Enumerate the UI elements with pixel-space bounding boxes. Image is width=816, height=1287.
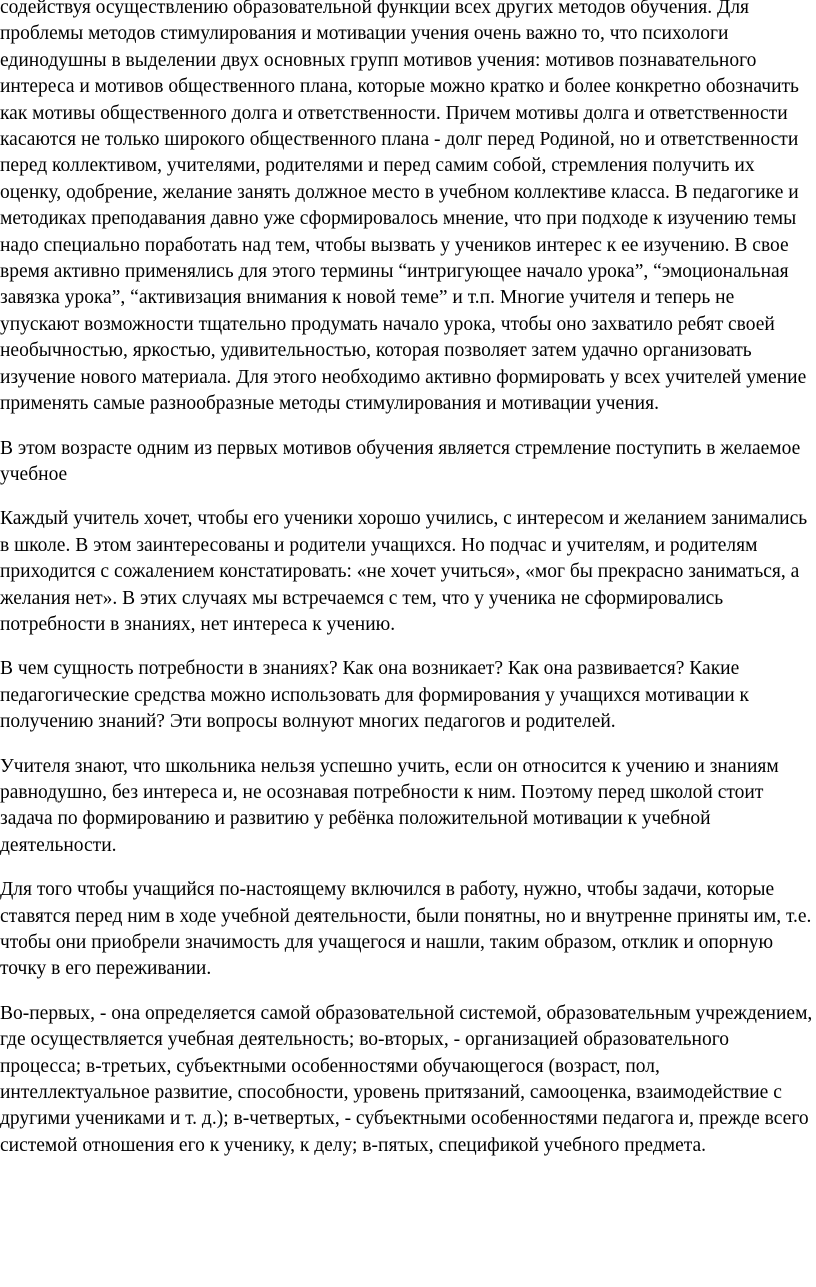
paragraph-1: содействуя осуществлению образовательной функции всех других методов обучения. Для проблемы методов стимулирования и мотивации учения очень важно то, что психологи единодушны в выделении двух основных групп мотивов учения: мотивов познавательного интереса и мотивов общественного плана, которые можно кратко и более конкретно обозначить как мотивы общественного долга и ответственности. Причем мотивы долга и ответственности касаются не только широкого общественного плана - долг перед Родиной, но и ответственности перед коллективом, учителями, родителями и перед самим собой, стремления получить их оценку, одобрение, желание занять должное место в учебном коллективе класса. В педагогике и методиках преподавания давно уже сформировалось мнение, что при подходе к изучению темы надо специально поработать над тем, чтобы вызвать у учеников интерес к ее изучению. В свое время активно применялись для этого термины “интригующее начало урока”, “эмоциональная завязка урока”, “активизация внимания к новой теме” и т.п. Многие учителя и теперь не упускают возможности тщательно продумать начало урока, чтобы оно захватило ребят своей необычностью, яркостью, удивительностью, которая позволяет затем удачно организовать изучение нового материала. Для этого необходимо активно формировать у всех учителей умение применять самые разнообразные методы стимулирования и мотивации учения. <box>0 0 807 415</box>
paragraph-7: Во-первых, - она определяется самой образовательной системой, образовательным учреждением, где осуществляется учебная деятельность; во-вторых, - организацией образовательного процесса; в-третьих, субъектными особенностями обучающегося (возраст, пол, интеллектуальное развитие, способности, уровень притязаний, самооценка, взаимодействие с другими учениками и т. д.); в-четвертых, - субъектными особенностями педагога и, прежде всего системой отношения его к ученику, к делу; в-пятых, спецификой учебного предмета. <box>0 1002 813 1156</box>
paragraph-2: В этом возрасте одним из первых мотивов обучения является стремление поступить в желаемое учебное <box>0 437 801 485</box>
paragraph-3: Каждый учитель хочет, чтобы его ученики хорошо учились, с интересом и желанием занимались в школе. В этом заинтересованы и родители учащихся. Но подчас и учителям, и родителям приходится с сожалением констатировать: «не хочет учиться», «мог бы прекрасно заниматься, а желания нет». В этих случаях мы встречаемся с тем, что у ученика не сформировались потребности в знаниях, нет интереса к учению. <box>0 508 808 635</box>
paragraph-4: В чем сущность потребности в знаниях? Как она возникает? Как она развивается? Какие педагогические средства можно использовать для формирования у учащихся мотивации к получению знаний? Эти вопросы волнуют многих педагогов и родителей. <box>0 658 749 733</box>
paragraph-6: Для того чтобы учащийся по-настоящему включился в работу, нужно, чтобы задачи, которые ставятся перед ним в ходе учебной деятельности, были понятны, но и внутренне приняты им, т.е. чтобы они приобрели значимость для учащегося и нашли, таким образом, отклик и опорную точку в его переживании. <box>0 879 812 980</box>
paragraph-5: Учителя знают, что школьника нельзя успешно учить, если он относится к учению и знаниям равнодушно, без интереса и, не осознавая потребности к ним. Поэтому перед школой стоит задача по формированию и развитию у ребёнка положительной мотивации к учебной деятельности. <box>0 755 779 856</box>
